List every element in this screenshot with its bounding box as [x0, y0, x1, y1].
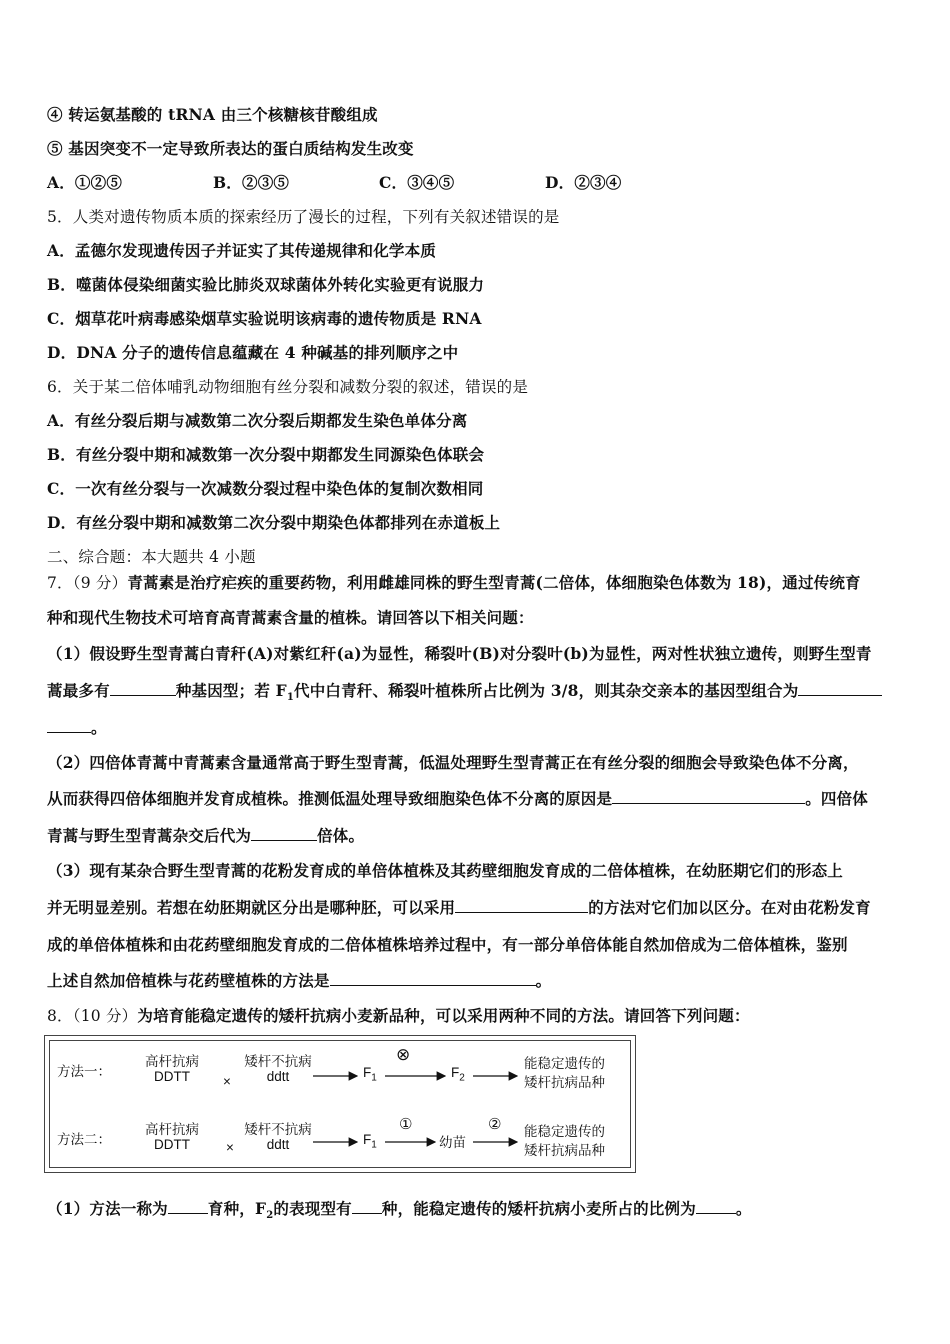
answer-blank-8[interactable] — [352, 1199, 382, 1214]
q7-number: 7．（9 分） — [47, 574, 128, 592]
q7-part1-text-c: 代中白青秆、稀裂叶植株所占比例为 3/8，则其杂交亲本的基因型组合为 — [294, 681, 799, 700]
method1-parent1-genotype: DDTT — [154, 1069, 190, 1084]
method2-parent2-genotype: ddtt — [266, 1137, 290, 1152]
q7-part1-line1: （1）假设野生型青蒿白青秆(A)对紫红秆(a)为显性，稀裂叶(B)对分裂叶(b)为显性，两对性状独立遗传，则野生型青 — [47, 644, 872, 663]
q5-option-b[interactable]: B．噬菌体侵染细菌实验比肺炎双球菌体外转化实验更有说服力 — [47, 275, 485, 294]
q7-part2-text-d: 倍体。 — [317, 826, 365, 845]
section-heading: 二、综合题：本大题共 4 小题 — [47, 548, 256, 566]
q7-part2-line3 — [47, 824, 364, 846]
step1-icon: ① — [399, 1116, 413, 1133]
q7-stem-line2: 种和现代生物技术可培育高青蒿素含量的植株。请回答以下相关问题： — [47, 608, 534, 627]
q5-stem: 5．人类对遗传物质本质的探索经历了漫长的过程，下列有关叙述错误的是 — [47, 208, 560, 226]
q6-option-a[interactable]: A．有丝分裂后期与减数第二次分裂后期都发生染色单体分离 — [47, 411, 468, 430]
q7-part2-text-b: 。四倍体 — [805, 789, 869, 808]
q4-option-b[interactable]: B．②③⑤ — [213, 173, 290, 192]
q7-part3-line3: 成的单倍体植株和由花药壁细胞发育成的二倍体植株培养过程中，有一部分单倍体能自然加倍成为二倍体植株，鉴别 — [47, 935, 848, 954]
q7-part3-text-b: 的方法对它们加以区分。在对由花粉发育 — [588, 898, 871, 917]
q8-part1-text-d: 种，能稳定遗传的矮杆抗病小麦所占的比例为 — [381, 1199, 696, 1218]
q4-options — [47, 171, 621, 193]
q4-option-c[interactable]: C．③④⑤ — [379, 173, 455, 192]
q7-stem-text: 青蒿素是治疗疟疾的重要药物，利用雌雄同株的野生型青蒿(二倍体，体细胞染色体数为 18)，通过传统育 — [127, 573, 861, 592]
q7-part3-line2 — [47, 896, 871, 918]
q7-part3-text-a: 并无明显差别。若想在幼胚期就区分出是哪种胚，可以采用 — [47, 898, 456, 917]
q6-option-b[interactable]: B．有丝分裂中期和减数第一次分裂中期都发生同源染色体联会 — [47, 445, 485, 464]
q7-part3-line1: （3）现有某杂合野生型青蒿的花粉发育成的单倍体植株及其药壁细胞发育成的二倍体植株，在幼胚期它们的形态上 — [47, 861, 843, 880]
q7-part1-line3 — [47, 716, 107, 738]
q6-option-c[interactable]: C．一次有丝分裂与一次减数分裂过程中染色体的复制次数相同 — [47, 479, 484, 498]
q8-part1-text-c: 的表现型有 — [273, 1199, 352, 1218]
answer-blank-7[interactable] — [168, 1199, 208, 1214]
method1-result-line1: 能稳定遗传的 — [524, 1056, 605, 1071]
method2-parent2-name: 矮杆不抗病 — [244, 1122, 312, 1137]
answer-blank-9[interactable] — [696, 1199, 736, 1214]
q7-part1-end: 。 — [91, 718, 107, 737]
q7-part2-text-a: 从而获得四倍体细胞并发育成植株。推测低温处理导致细胞染色体不分离的原因是 — [47, 789, 613, 808]
selfing-icon: ⊗ — [396, 1045, 411, 1064]
q6-stem: 6．关于某二倍体哺乳动物细胞有丝分裂和减数分裂的叙述，错误的是 — [47, 378, 529, 396]
method2-cross-symbol: × — [226, 1140, 234, 1155]
q4-option-d[interactable]: D．②③④ — [545, 173, 622, 192]
method1-label: 方法一： — [57, 1064, 111, 1079]
method2-label: 方法二： — [57, 1132, 111, 1147]
q7-part2-text-c: 青蒿与野生型青蒿杂交后代为 — [47, 826, 252, 845]
diagram-arrows — [45, 1036, 637, 1174]
answer-blank-6[interactable] — [330, 971, 536, 986]
method1-parent2-genotype: ddtt — [266, 1069, 290, 1084]
step2-icon: ② — [488, 1116, 502, 1133]
q5-option-a[interactable]: A．孟德尔发现遗传因子并证实了其传递规律和化学本质 — [47, 241, 437, 260]
f1-subscript: 1 — [286, 692, 294, 704]
answer-blank-4[interactable] — [251, 826, 317, 841]
method1-result-line2: 矮杆抗病品种 — [524, 1075, 605, 1090]
q7-part1-text-a: 蒿最多有 — [47, 681, 110, 700]
method2-f1: $F_1$ — [363, 1132, 377, 1151]
method2-parent1-genotype: DDTT — [154, 1137, 190, 1152]
breeding-methods-diagram — [44, 1035, 636, 1173]
q4-statement-5: ⑤ 基因突变不一定导致所表达的蛋白质结构发生改变 — [47, 139, 414, 158]
q7-stem-line1 — [47, 571, 861, 593]
answer-blank-1[interactable] — [110, 681, 176, 696]
answer-blank-2-cont[interactable] — [47, 718, 91, 733]
q7-part3-line4 — [47, 969, 551, 991]
q7-part1-text-b: 种基因型；若 F — [175, 681, 287, 700]
method2-result-line2: 矮杆抗病品种 — [524, 1143, 605, 1158]
q8-part1 — [47, 1197, 752, 1221]
q8-number: 8．（10 分） — [47, 1007, 138, 1025]
q5-option-d[interactable]: D．DNA 分子的遗传信息蕴藏在 4 种碱基的排列顺序之中 — [47, 343, 459, 362]
q8-stem — [47, 1004, 750, 1026]
q4-option-a[interactable]: A．①②⑤ — [47, 173, 123, 192]
q8-part1-end: 。 — [735, 1199, 752, 1218]
method1-parent1-name: 高杆抗病 — [145, 1054, 199, 1069]
q7-part1-line2 — [47, 679, 882, 703]
method1-cross-symbol: × — [223, 1074, 231, 1089]
q7-part3-end: 。 — [535, 971, 552, 990]
answer-blank-3[interactable] — [612, 789, 805, 804]
q7-part2-line2 — [47, 787, 868, 809]
q8-part1-text-b: 育种，F — [207, 1199, 267, 1218]
q7-part3-text-c: 上述自然加倍植株与花药壁植株的方法是 — [47, 971, 330, 990]
q8-part1-text-a: （1）方法一称为 — [47, 1199, 168, 1218]
method2-result-line1: 能稳定遗传的 — [524, 1124, 605, 1139]
q5-option-c[interactable]: C．烟草花叶病毒感染烟草实验说明该病毒的遗传物质是 RNA — [47, 309, 482, 328]
f2-subscript: 2 — [266, 1210, 274, 1222]
q6-option-d[interactable]: D．有丝分裂中期和减数第二次分裂中期染色体都排列在赤道板上 — [47, 513, 501, 532]
answer-blank-2[interactable] — [798, 681, 882, 696]
method1-parent2-name: 矮杆不抗病 — [244, 1054, 312, 1069]
method1-f1: $F_1$ — [363, 1065, 377, 1084]
q4-statement-4: ④ 转运氨基酸的 tRNA 由三个核糖核苷酸组成 — [47, 105, 378, 124]
answer-blank-5[interactable] — [455, 898, 588, 913]
q7-part2-line1: （2）四倍体青蒿中青蒿素含量通常高于野生型青蒿，低温处理野生型青蒿正在有丝分裂的细胞会导致染色体不分离， — [47, 753, 859, 772]
seedling-label: 幼苗 — [439, 1135, 466, 1150]
method1-f2: $F_2$ — [451, 1065, 465, 1084]
method2-parent1-name: 高杆抗病 — [145, 1122, 199, 1137]
q8-stem-text: 为培育能稳定遗传的矮杆抗病小麦新品种，可以采用两种不同的方法。请回答下列问题： — [137, 1006, 750, 1025]
